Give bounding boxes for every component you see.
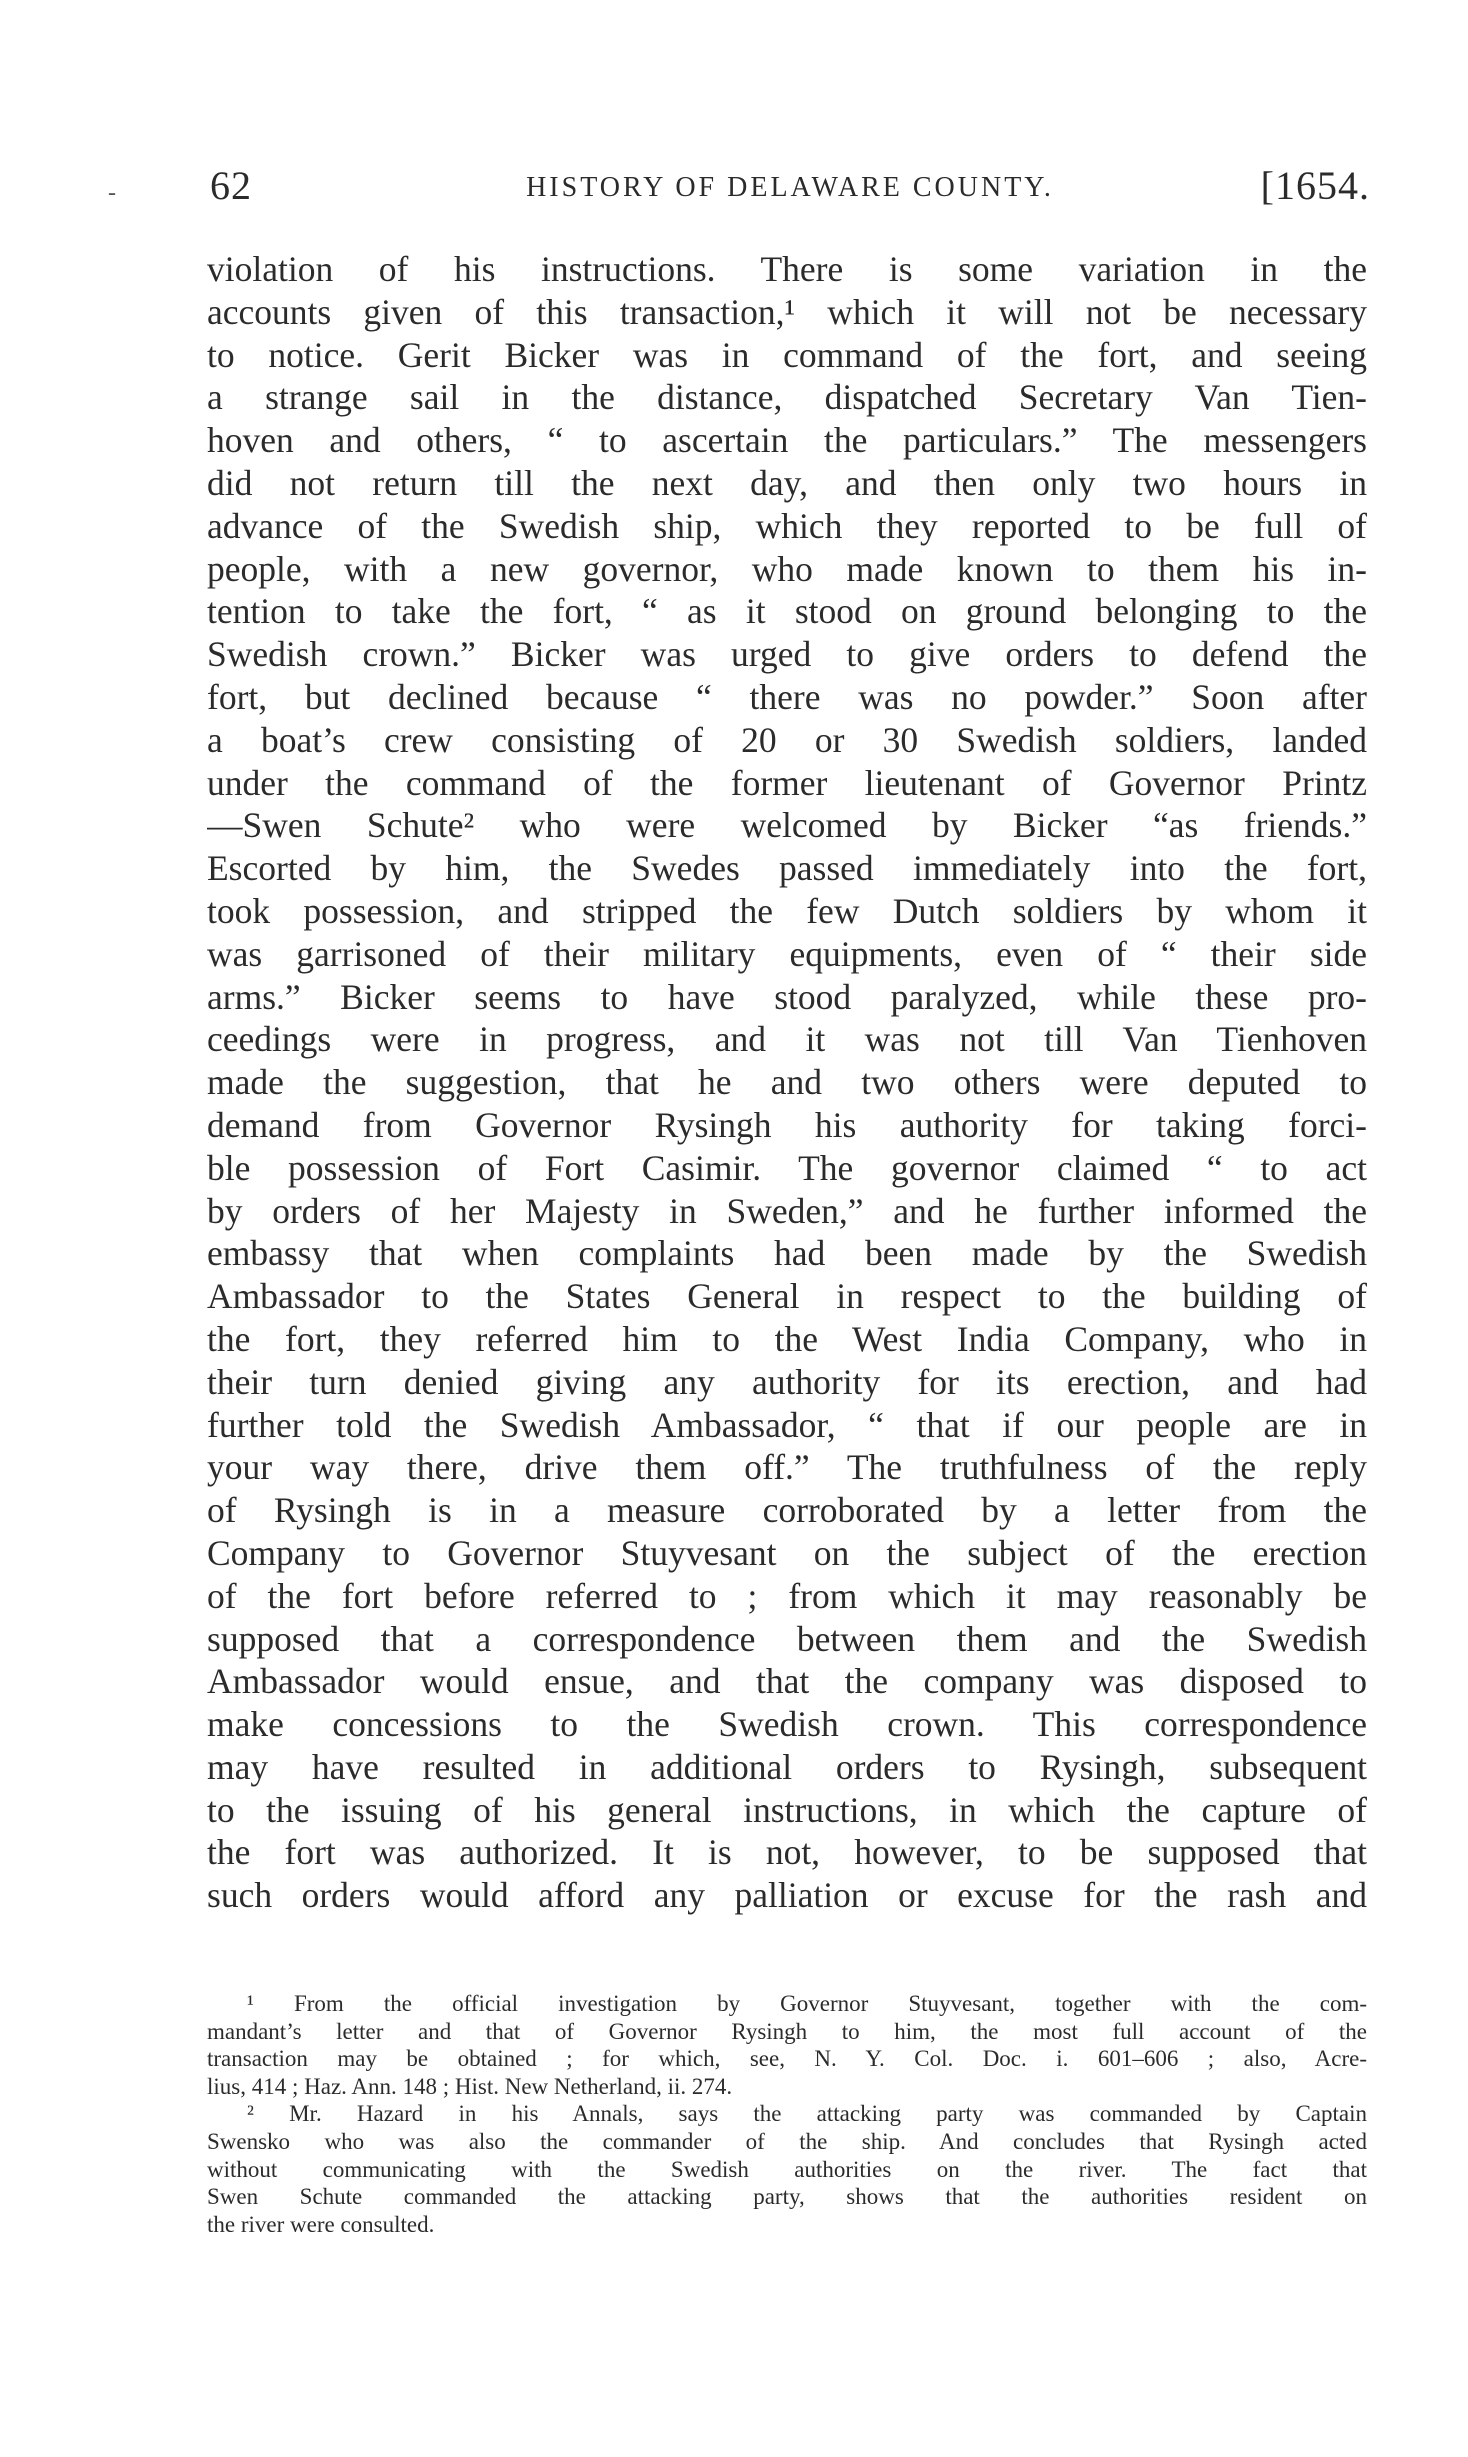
footnote-line: Swen Schute commanded the attacking party, shows that the authorities resident on (207, 2184, 1367, 2210)
body-line: your way there, drive them off.” The truthfulness of the reply (207, 1447, 1367, 1488)
body-line: advance of the Swedish ship, which they reported to be full of (207, 505, 1367, 546)
body-line: their turn denied giving any authority for its erection, and had (207, 1361, 1367, 1402)
body-line: Ambassador to the States General in respect to the building of (207, 1276, 1367, 1317)
body-line: accounts given of this transaction,¹ which it will not be necessary (207, 291, 1367, 332)
body-line: people, with a new governor, who made known to them his in- (207, 548, 1367, 589)
body-line: fort, but declined because “ there was no powder.” Soon after (207, 676, 1367, 717)
page-header (210, 162, 1370, 212)
footnote-line: the river were consulted. (207, 2211, 435, 2237)
body-line: to notice. Gerit Bicker was in command of the fort, and seeing (207, 334, 1367, 375)
footnote-line: lius, 414 ; Haz. Ann. 148 ; Hist. New Netherland, ii. 274. (207, 2073, 733, 2099)
body-line: Escorted by him, the Swedes passed immediately into the fort, (207, 848, 1367, 889)
running-title: HISTORY OF DELAWARE COUNTY. (526, 172, 1054, 203)
body-line: the fort was authorized. It is not, however, to be supposed that (207, 1832, 1367, 1873)
body-line: further told the Swedish Ambassador, “ that if our people are in (207, 1404, 1367, 1445)
footnote-line: ² Mr. Hazard in his Annals, says the attacking party was commanded by Captain (247, 2101, 1367, 2127)
body-line: a strange sail in the distance, dispatched Secretary Van Tien- (207, 377, 1367, 418)
body-line: Ambassador would ensue, and that the company was disposed to (207, 1661, 1367, 1702)
body-line: under the command of the former lieutenant of Governor Printz (207, 762, 1367, 803)
body-line: to the issuing of his general instructions, in which the capture of (207, 1789, 1367, 1830)
body-line: —Swen Schute² who were welcomed by Bicker “as friends.” (207, 805, 1367, 846)
footnotes (207, 1990, 1367, 2238)
body-line: took possession, and stripped the few Dutch soldiers by whom it (207, 890, 1367, 931)
body-line: Swedish crown.” Bicker was urged to give orders to defend the (207, 634, 1367, 675)
year-marker: [1654. (1260, 163, 1370, 208)
footnote-line: transaction may be obtained ; for which, see, N. Y. Col. Doc. i. 601–606 ; also, Acre- (207, 2046, 1367, 2072)
body-line: by orders of her Majesty in Sweden,” and he further informed the (207, 1190, 1367, 1231)
body-line: such orders would afford any palliation or excuse for the rash and (207, 1875, 1367, 1916)
footnote-line: mandant’s letter and that of Governor Rysingh to him, the most full account of the (207, 2018, 1367, 2044)
footnote-line: ¹ From the official investigation by Governor Stuyvesant, together with the com- (247, 1991, 1367, 2016)
body-line: ceedings were in progress, and it was not till Van Tienhoven (207, 1019, 1367, 1060)
body-line: supposed that a correspondence between them and the Swedish (207, 1618, 1367, 1659)
body-line: ble possession of Fort Casimir. The governor claimed “ to act (207, 1147, 1367, 1188)
body-line: was garrisoned of their military equipments, even of “ their side (207, 933, 1367, 974)
footnote-line: without communicating with the Swedish authorities on the river. The fact that (207, 2156, 1367, 2182)
margin-mark: - (108, 180, 116, 206)
footnote-line: Swensko who was also the commander of the ship. And concludes that Rysingh acted (207, 2128, 1367, 2154)
body-line: of the fort before referred to ; from which it may reasonably be (207, 1575, 1367, 1616)
body-line: violation of his instructions. There is some variation in the (207, 249, 1367, 289)
body-line: did not return till the next day, and then only two hours in (207, 462, 1367, 503)
body-line: may have resulted in additional orders to Rysingh, subsequent (207, 1746, 1367, 1787)
body-line: hoven and others, “ to ascertain the particulars.” The messengers (207, 420, 1367, 461)
body-line: made the suggestion, that he and two others were deputed to (207, 1062, 1367, 1103)
body-text (207, 248, 1367, 1917)
body-line: of Rysingh is in a measure corroborated by a letter from the (207, 1490, 1367, 1531)
body-line: a boat’s crew consisting of 20 or 30 Swedish soldiers, landed (207, 719, 1367, 760)
body-line: arms.” Bicker seems to have stood paralyzed, while these pro- (207, 976, 1367, 1017)
body-line: the fort, they referred him to the West India Company, who in (207, 1318, 1367, 1359)
body-line: tention to take the fort, “ as it stood on ground belonging to the (207, 591, 1367, 632)
body-line: Company to Governor Stuyvesant on the subject of the erection (207, 1532, 1367, 1573)
body-line: demand from Governor Rysingh his authority for taking forci- (207, 1104, 1367, 1145)
body-line: make concessions to the Swedish crown. This correspondence (207, 1704, 1367, 1745)
page-number: 62 (210, 163, 252, 208)
body-line: embassy that when complaints had been made by the Swedish (207, 1233, 1367, 1274)
